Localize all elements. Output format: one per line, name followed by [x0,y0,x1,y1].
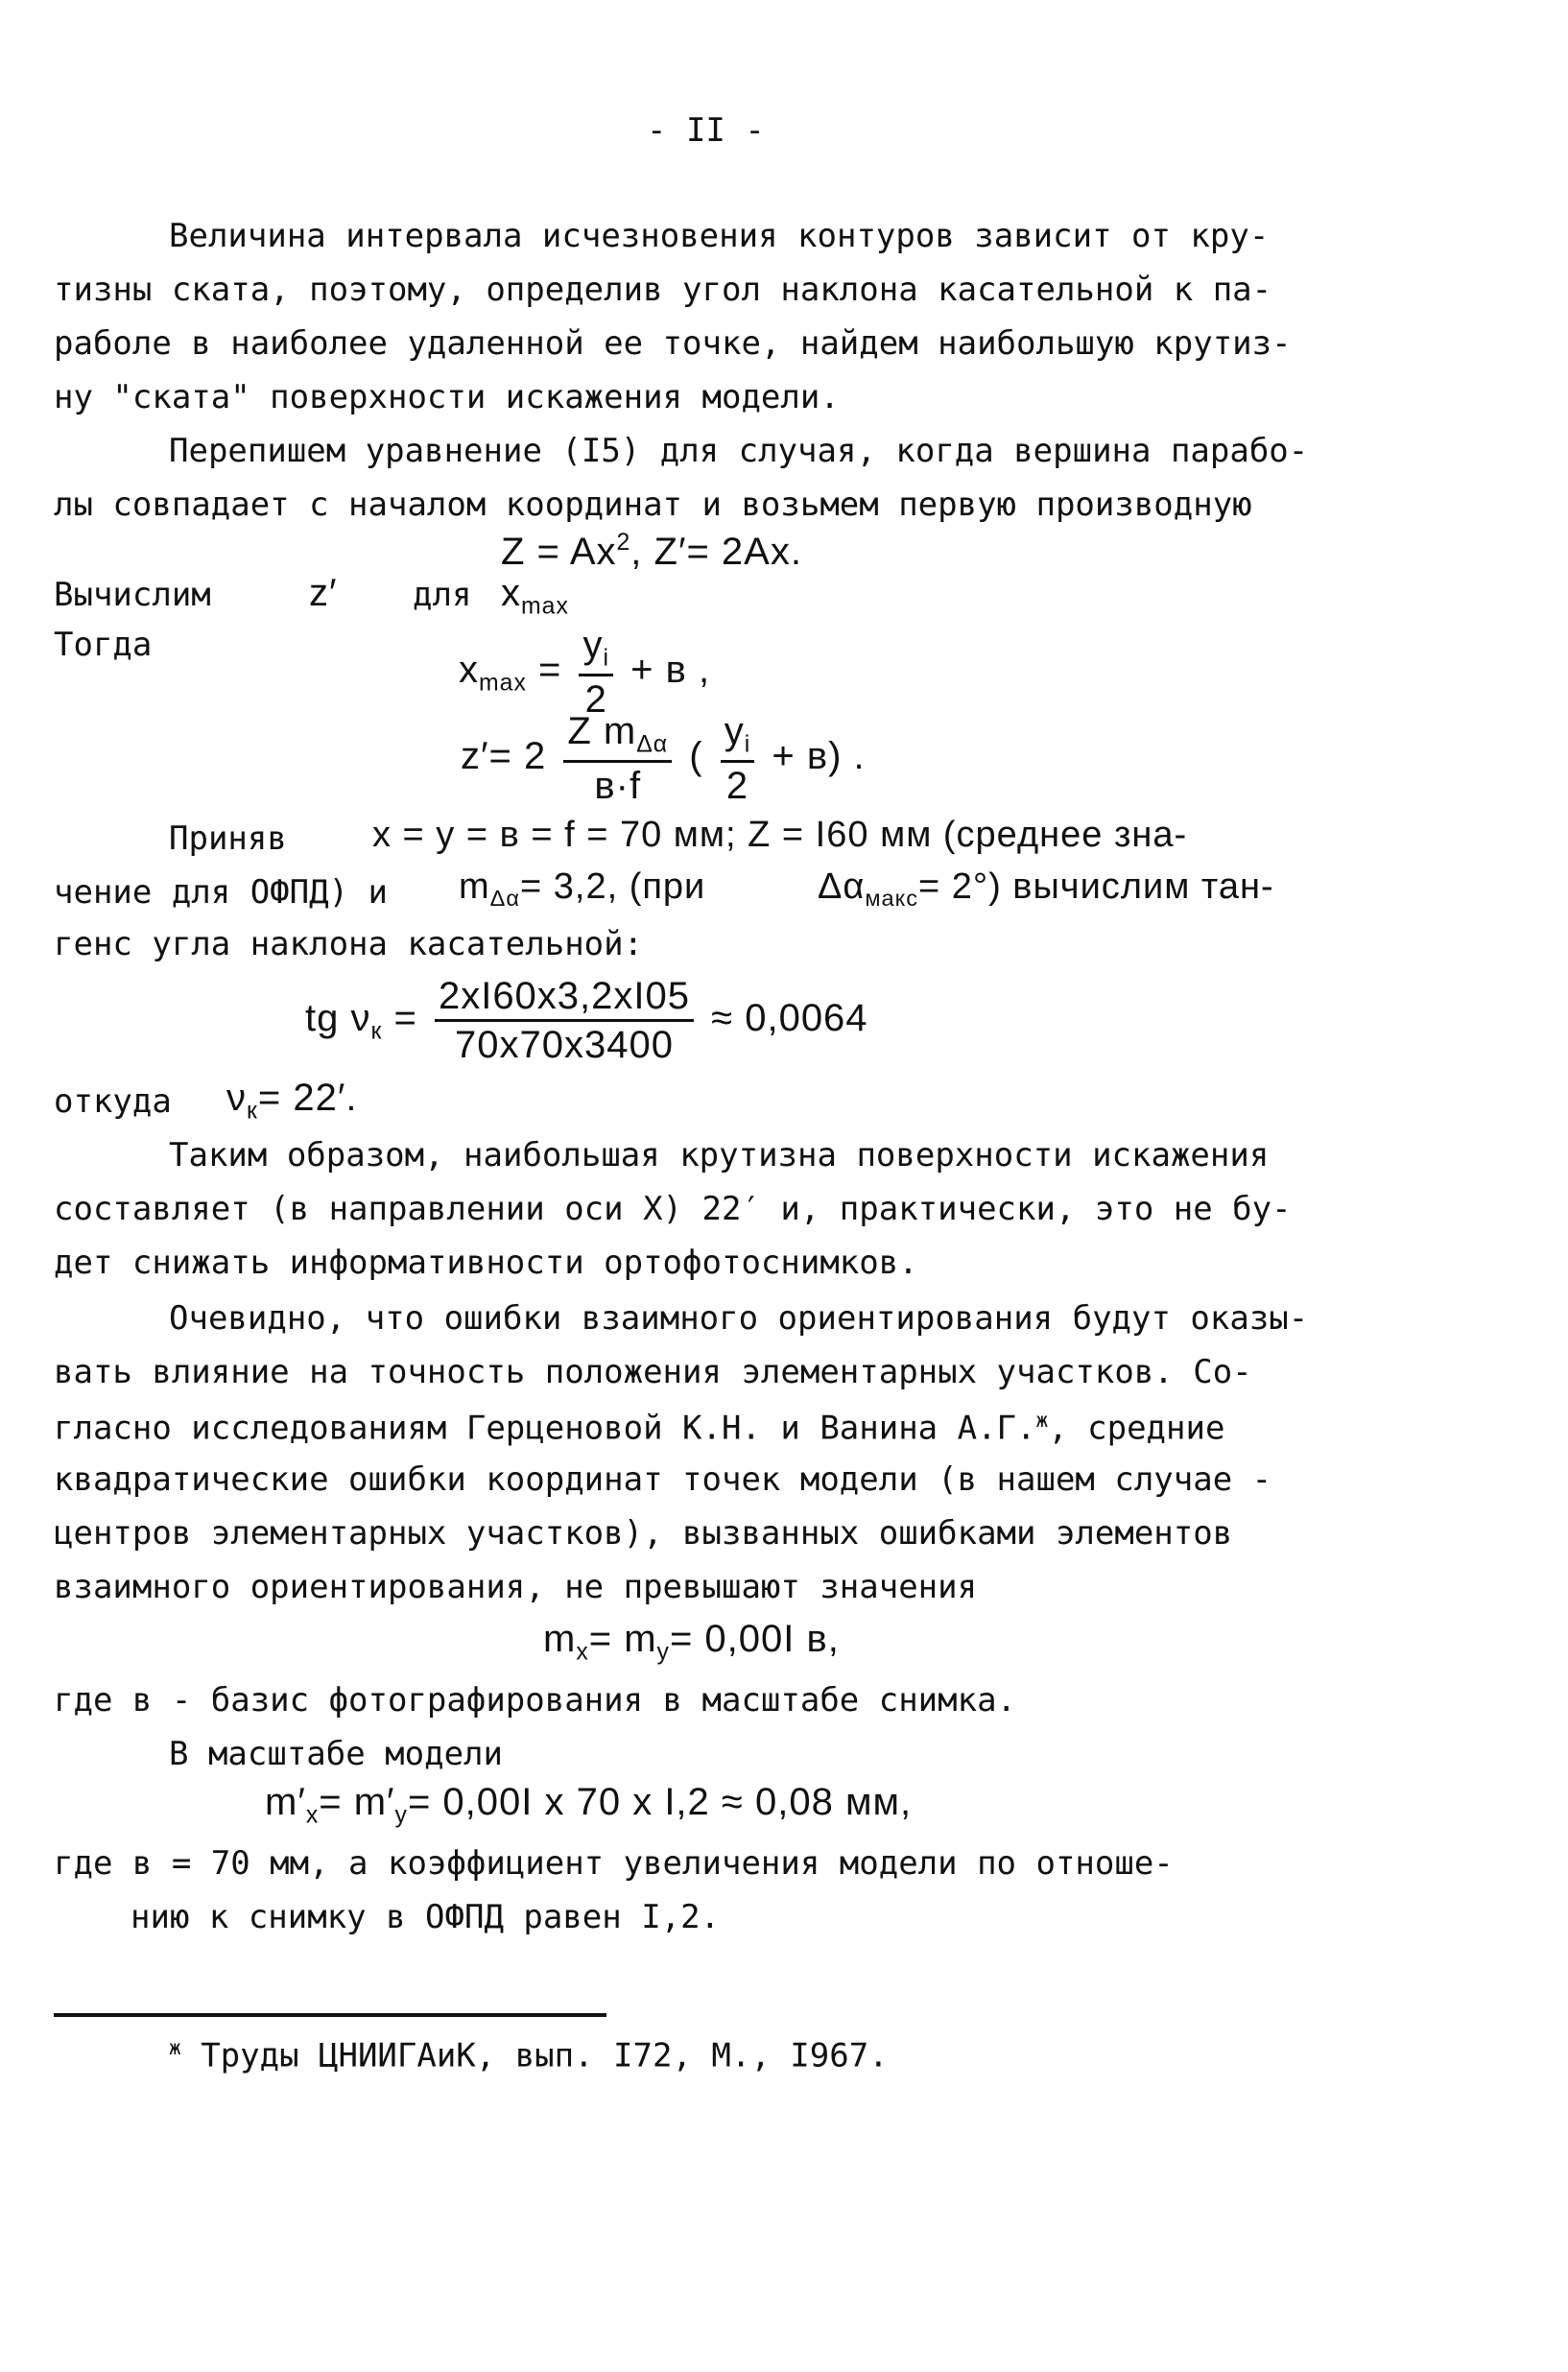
for-label: для [413,576,472,614]
footnote-mark: ж [169,2035,181,2059]
equation-error: $m_x= m_y= 0,00I$ в, [543,1618,840,1666]
paragraph-line: центров элементарных участков), вызванных ошибками элементов [54,1514,1233,1553]
equation-model-error: $m'_x= m'_y= 0,00I$ x 70 x I,2 ≈ 0,08 мм, [265,1781,913,1829]
paragraph-line: Таким образом, наибольшая крутизна поверхности искажения [169,1136,1270,1174]
paragraph-line: Перепишем уравнение (I5) для случая, когда вершина парабо- [169,432,1309,470]
equation-zprime: z′= 2 $\frac{Z m_{\Delta\alpha}}{в\cdot f}$ ( $\frac{y_i}{2}$ + в) . [461,710,866,807]
footnote: $^ж$ Труды ЦНИИГАиК, вып. I72, М., I967. [169,2035,889,2076]
paragraph-line: В масштабе модели [169,1735,503,1773]
paragraph-line: где в - базис фотографирования в масштабе снимка. [54,1681,1017,1720]
equation-tangent: tg $\nu_к$ = $\frac{2xI60x3,2xI05}{70x70x3400}$ ≈ 0,0064 [305,975,868,1066]
then-label: Тогда [54,626,153,664]
fraction: $\frac{y_i}{2}$ [721,710,755,807]
nu-value: $\nu_к= 22'$. [226,1077,358,1125]
footnote-divider [54,2013,606,2017]
paragraph-line: лы совпадает с началом координат и возьмем первую производную [54,486,1252,524]
paragraph-line: вать влияние на точность положения элементарных участков. Со- [54,1353,1252,1391]
fraction: $\frac{Z m_{\Delta\alpha}}{в\cdot f}$ [563,710,672,807]
paragraph-line: гласно исследованиям Герценовой К.Н. и Ванина А.Г.$^ж$, средние [54,1408,1225,1448]
paragraph-line: Величина интервала исчезновения контуров зависит от кру- [169,217,1270,255]
paragraph-line: взаимного ориентирования, не превышают значения [54,1568,978,1606]
paragraph-line: раболе в наиболее удаленной ее точке, найдем наибольшую крутиз- [54,324,1292,363]
equation-xmax: $x_{max}$ = $\frac{y_i}{2}$ + в , [459,624,711,721]
m-alpha: $m_{\Delta\alpha}= 3,2$, (при [459,866,706,912]
paragraph-line: нию к снимку в ОФПД равен I,2. [131,1898,721,1936]
compute-label: Вычислим [54,576,211,614]
fraction: $\frac{2xI60x3,2xI05}{70x70x3400}$ [435,975,694,1066]
footnote-marker: ж [1035,1408,1049,1432]
paragraph-line: где в = 70 мм, а коэффициент увеличения модели по отноше- [54,1844,1174,1883]
z-prime: z′ [309,572,338,614]
paragraph-line: тизны ската, поэтому, определив угол наклона касательной к па- [54,271,1272,309]
equation-parabola: $Z = Ax^2$, Z′= 2Ax. [501,530,802,573]
paragraph-line: Приняв [169,819,287,858]
paragraph-line: ну "ската" поверхности искажения модели. [54,378,840,416]
assumed-values: x = y = в = f = 70 мм; Z = I60 мм (среднее зна- [372,815,1188,855]
page-number: - II - [647,111,765,150]
paragraph-line: генс угла наклона касательной: [54,925,644,963]
paragraph-line: чение для ОФПД) и [54,873,388,912]
x-max: $x_{max}$ [501,572,569,620]
whence-label: откуда [54,1082,172,1121]
paragraph-line: квадратические ошибки координат точек модели (в нашем случае - [54,1460,1272,1499]
paragraph-line: составляет (в направлении оси X) 22′ и, практически, это не бу- [54,1190,1292,1228]
paragraph-line: Очевидно, что ошибки взаимного ориентирования будут оказы- [169,1299,1309,1338]
paragraph-line: дет снижать информативности ортофотоснимков. [54,1244,918,1282]
delta-alpha-max: $\Delta\alpha_{макс}= 2^\circ$) вычислим тан- [818,866,1274,912]
fraction: $\frac{y_i}{2}$ [579,624,613,721]
